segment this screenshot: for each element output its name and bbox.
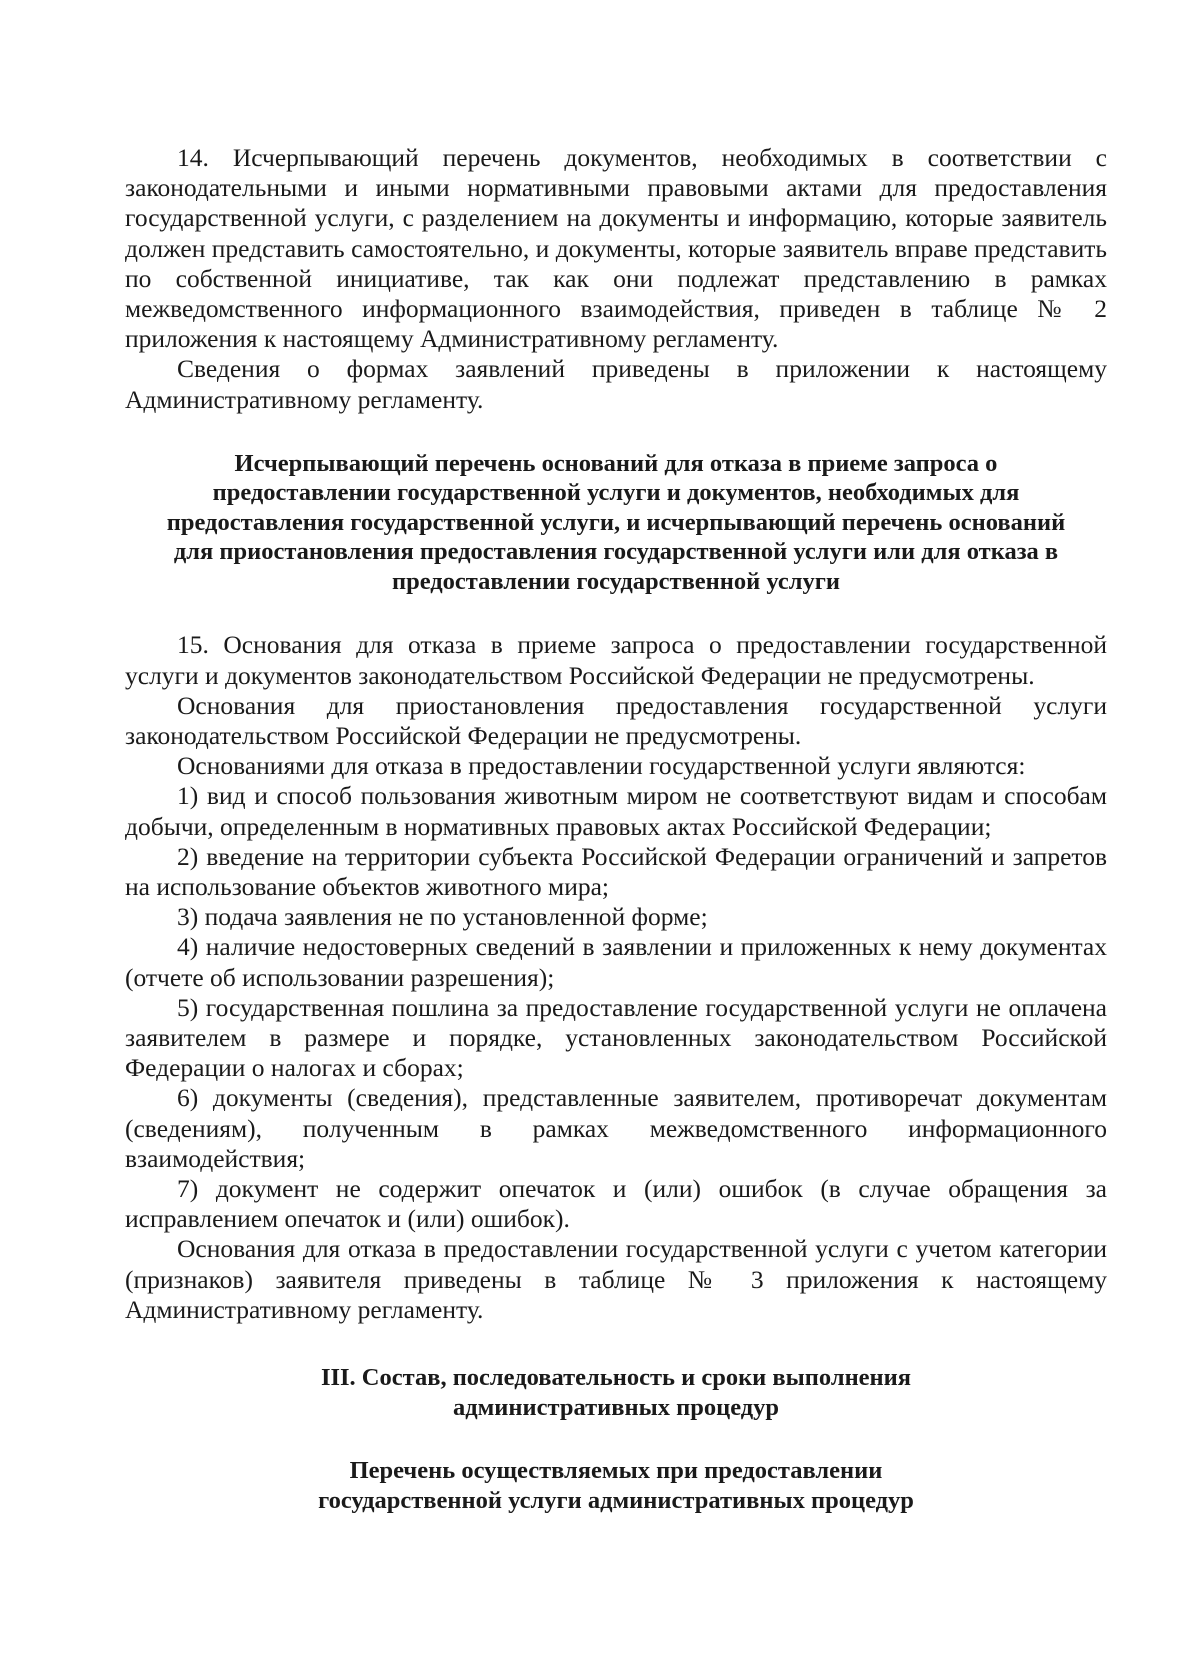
heading-line: предоставлении государственной услуги и документов, необходимых для xyxy=(212,479,1020,507)
list-item: 1) вид и способ пользования животным миром не соответствуют видам и способам добычи, определенным в нормативных правовых актах Российской Федерации; xyxy=(125,781,1107,841)
paragraph-suspension: Основания для приостановления предоставления государственной услуги законодательством Российской Федерации не предусмотрены. xyxy=(125,690,1107,750)
heading-line: Исчерпывающий перечень оснований для отказа в приеме запроса о xyxy=(234,449,998,477)
heading-line: Перечень осуществляемых при предоставлении xyxy=(349,1457,883,1484)
paragraph-14: 14. Исчерпывающий перечень документов, необходимых в соответствии с законодательными и иными нормативными правовыми актами для предоставления государственной услуги, с разделением на документы и информацию, которые заявитель должен представить самостоятельно, и документы, которые заявитель вправе представить по собственной инициативе, так как они подлежат представлению в рамках межведомственного информационного взаимодействия, приведен в таблице № 2 приложения к настоящему Административному регламенту. xyxy=(125,143,1107,354)
heading-refusal-grounds xyxy=(125,449,1107,597)
paragraph-15: 15. Основания для отказа в приеме запроса о предоставлении государственной услуги и документов законодательством Российской Федерации не предусмотрены. xyxy=(125,630,1107,690)
paragraph-refusal-intro: Основаниями для отказа в предоставлении государственной услуги являются: xyxy=(177,751,1026,781)
paragraph-forms-info: Сведения о формах заявлений приведены в приложении к настоящему Административному регламенту. xyxy=(125,354,1107,414)
document-page xyxy=(125,143,1107,1515)
heading-line: предоставления государственной услуги, и исчерпывающий перечень оснований xyxy=(166,508,1066,536)
heading-line: государственной услуги административных процедур xyxy=(318,1486,914,1514)
heading-line: административных процедур xyxy=(452,1393,780,1421)
list-item: 2) введение на территории субъекта Российской Федерации ограничений и запретов на использование объектов животного мира; xyxy=(125,841,1107,901)
heading-procedures-list xyxy=(125,1456,1107,1515)
list-item: 7) документ не содержит опечаток и (или) ошибок (в случае обращения за исправлением опечаток и (или) ошибок). xyxy=(125,1173,1107,1234)
list-item: 5) государственная пошлина за предоставление государственной услуги не оплачена заявителем в размере и порядке, установленных законодательством Российской Федерации о налогах и сборах; xyxy=(125,992,1107,1083)
list-item: 4) наличие недостоверных сведений в заявлении и приложенных к нему документах (отчете об использовании разрешения); xyxy=(125,932,1107,992)
list-item: 6) документы (сведения), представленные заявителем, противоречат документам (сведениям), полученным в рамках межведомственного информационного взаимодействия; xyxy=(125,1083,1107,1173)
heading-line: для приостановления предоставления государственной услуги или для отказа в xyxy=(173,538,1059,566)
heading-section-3 xyxy=(125,1363,1107,1422)
heading-line: III. Состав, последовательность и сроки выполнения xyxy=(320,1364,912,1391)
heading-line: предоставлении государственной услуги xyxy=(391,567,841,595)
list-item: 3) подача заявления не по установленной форме; xyxy=(177,902,708,932)
paragraph-applicant-categories: Основания для отказа в предоставлении государственной услуги с учетом категории (признаков) заявителя приведены в таблице № 3 приложения к настоящему Административному регламенту. xyxy=(125,1234,1107,1324)
